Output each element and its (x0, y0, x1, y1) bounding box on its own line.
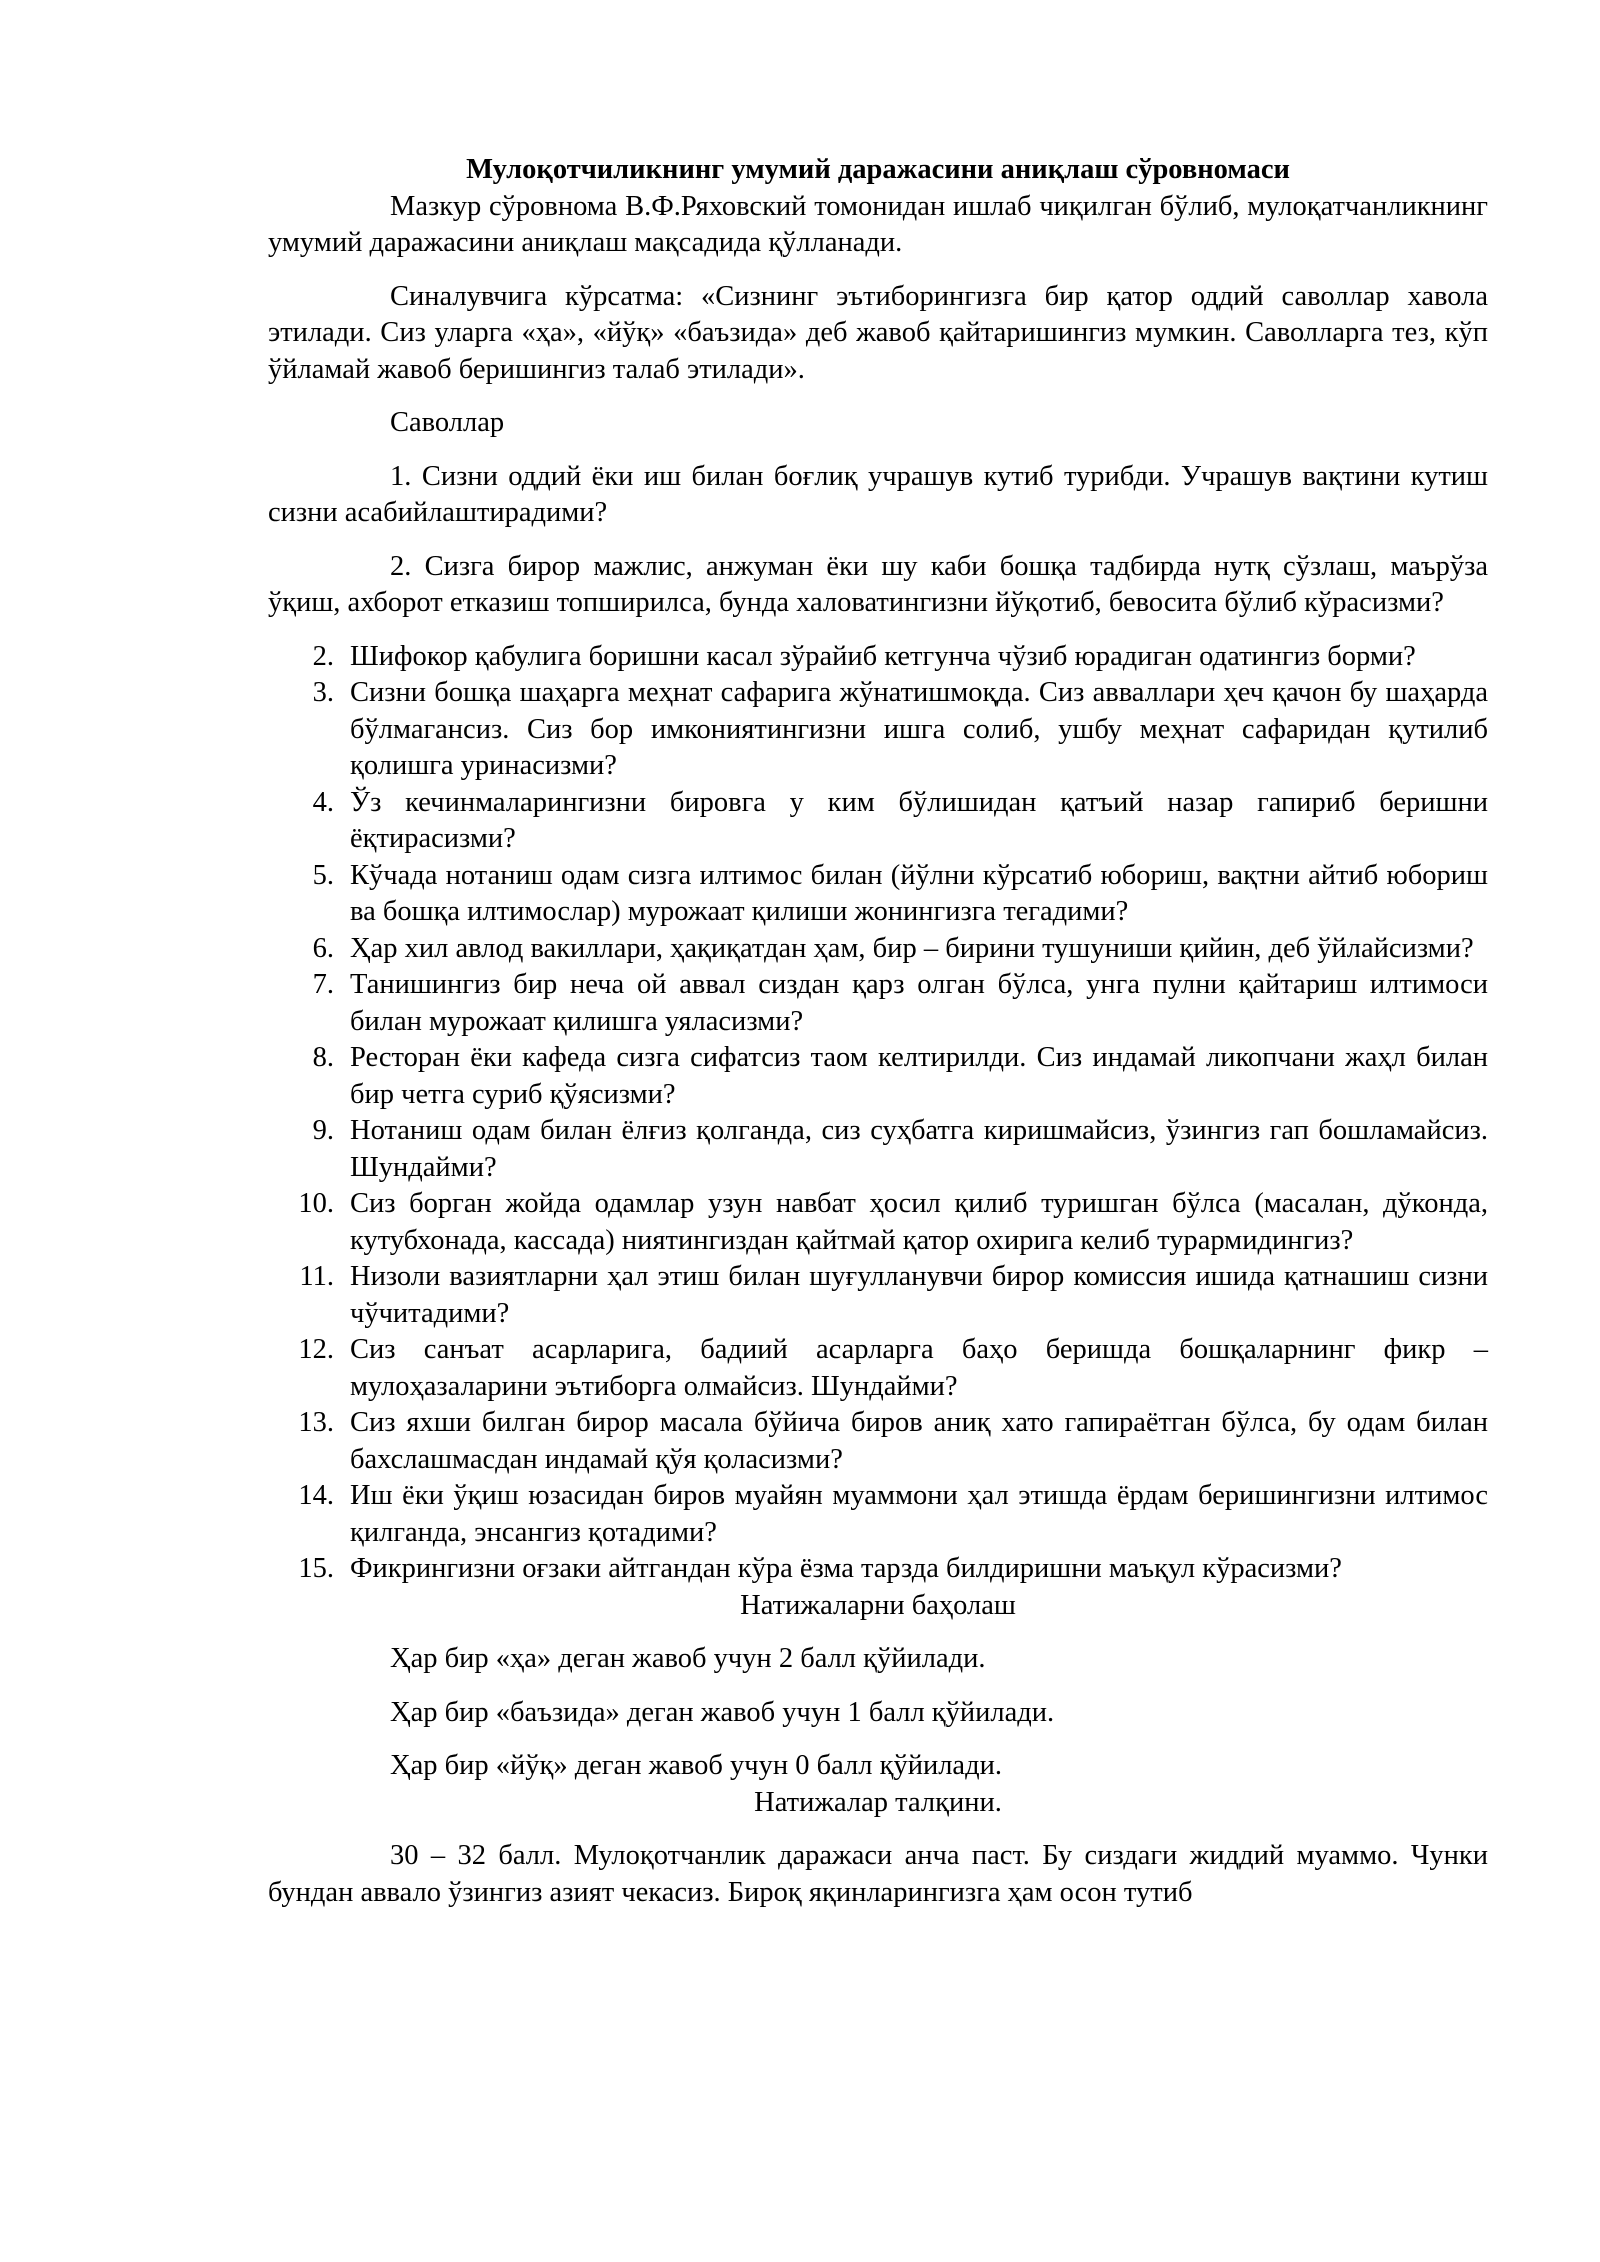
question-text: Низоли вазиятларни ҳал этиш билан шуғулланувчи бирор комиссия ишида қатнашиш сизни чўчитадими? (350, 1261, 1488, 1329)
question-text: Ҳар хил авлод вакиллари, ҳақиқатдан ҳам, бир – бирини тушуниши қийин, деб ўйлайсизми? (350, 932, 1474, 964)
question-number: 10. (298, 1188, 334, 1219)
list-item (268, 1259, 1488, 1332)
instruction-paragraph: Синалувчига кўрсатма: «Сизнинг эътиборингизга бир қатор оддий саволлар хавола этилади. Сиз уларга «ҳа», «йўқ» «баъзида» деб жавоб қайтаришингиз мумкин. Саволларга тез, кўп ўйламай жавоб беришингиз талаб этилади». (268, 280, 1488, 385)
document-title: Мулоқотчиликнинг умумий даражасини аниқлаш сўровномаси (466, 154, 1290, 185)
question-text: Иш ёки ўқиш юзасидан биров муайян муаммони ҳал этишда ёрдам беришингизни илтимос қилганда, энсангиз қотадими? (350, 1480, 1488, 1548)
question-number: 13. (298, 1407, 334, 1438)
question-text: Нотаниш одам билан ёлғиз қолганда, сиз суҳбатга киришмайсиз, ўзингиз гап бошламайсиз. Шундайми? (350, 1115, 1488, 1183)
question-number: 14. (298, 1480, 334, 1511)
question-number: 8. (312, 1042, 334, 1073)
list-item (268, 1478, 1488, 1551)
intro-question-1: 1. Сизни оддий ёки иш билан боғлиқ учрашув кутиб турибди. Учрашув вақтини кутиш сизни асабийлаштирадими? (268, 460, 1488, 528)
question-number: 2. (312, 640, 334, 672)
scoring-rule: Ҳар бир «йўқ» деган жавоб учун 0 балл қўйилади. (390, 1750, 1002, 1781)
list-item (268, 1551, 1488, 1588)
question-number: 9. (312, 1115, 334, 1146)
question-text: Сиз яхши билган бирор масала бўйича биров аниқ хато гапираётган бўлса, бу одам билан бахслашмасдан индамай қўя қоласизми? (350, 1407, 1488, 1475)
scoring-rule: Ҳар бир «ҳа» деган жавоб учун 2 балл қўйилади. (390, 1643, 986, 1674)
interpretation-paragraph: 30 – 32 балл. Мулоқотчанлик даражаси анча паст. Бу сиздаги жиддий муаммо. Чунки бундан аввало ўзингиз азият чекасиз. Бироқ яқинларингизга ҳам осон тутиб (268, 1840, 1488, 1908)
list-item (268, 967, 1488, 1040)
scoring-rule: Ҳар бир «баъзида» деган жавоб учун 1 балл қўйилади. (390, 1696, 1055, 1728)
question-number: 6. (312, 932, 334, 964)
list-item (268, 1040, 1488, 1113)
question-number: 15. (298, 1553, 334, 1584)
question-number: 4. (312, 786, 334, 818)
question-text: Фикрингизни оғзаки айтгандан кўра ёзма тарзда билдиришни маъқул кўрасизми? (350, 1553, 1342, 1584)
list-item (268, 1113, 1488, 1186)
intro-question-2: 2. Сизга бирор мажлис, анжуман ёки шу каби бошқа тадбирда нутқ сўзлаш, маърўза ўқиш, ахборот етказиш топширилса, бунда халоватингизни йўқотиб, бевосита бўлиб кўрасизми? (268, 550, 1488, 618)
questions-heading: Саволлар (390, 407, 505, 438)
question-text: Шифокор қабулига боришни касал зўрайиб кетгунча чўзиб юрадиган одатингиз борми? (350, 640, 1416, 672)
list-item (268, 1405, 1488, 1478)
list-item (268, 785, 1488, 858)
question-text: Кўчада нотаниш одам сизга илтимос билан (йўлни кўрсатиб юбориш, вақтни айтиб юбориш ва бошқа илтимослар) мурожаат қилиши жонингизга тегадими? (350, 859, 1488, 927)
question-text: Ресторан ёки кафеда сизга сифатсиз таом келтирилди. Сиз индамай ликопчани жаҳл билан бир четга суриб қўясизми? (350, 1042, 1488, 1110)
questions-list (268, 639, 1488, 1588)
interpretation-heading: Натижалар талқини. (754, 1786, 1002, 1818)
question-number: 5. (312, 859, 334, 891)
question-text: Сиз борган жойда одамлар узун навбат ҳосил қилиб туришган бўлса (масалан, дўконда, кутубхонада, кассада) ниятингиздан қайтмай қатор охирига келиб турармидингиз? (350, 1188, 1488, 1256)
list-item (268, 858, 1488, 931)
question-text: Сизни бошқа шаҳарга меҳнат сафарига жўнатишмоқда. Сиз авваллари ҳеч қачон бу шаҳарда бўлмагансиз. Сиз бор имкониятингизни ишга солиб, ушбу меҳнат сафаридан қутилиб қолишга уринасизми? (350, 677, 1488, 781)
question-number: 7. (312, 969, 334, 1000)
list-item (268, 675, 1488, 785)
question-number: 11. (299, 1261, 334, 1292)
question-number: 3. (312, 677, 334, 708)
question-text: Танишингиз бир неча ой аввал сиздан қарз олган бўлса, унга пулни қайтариш илтимоси билан мурожаат қилишга уяласизми? (350, 969, 1488, 1037)
list-item (268, 931, 1488, 968)
scoring-heading: Натижаларни баҳолаш (740, 1589, 1016, 1621)
list-item (268, 1332, 1488, 1405)
list-item (268, 639, 1488, 676)
intro-paragraph: Мазкур сўровнома В.Ф.Ряховский томонидан ишлаб чиқилган бўлиб, мулоқатчанликнинг умумий даражасини аниқлаш мақсадида қўлланади. (268, 190, 1488, 258)
question-number: 12. (298, 1334, 334, 1365)
list-item (268, 1186, 1488, 1259)
document-page (268, 152, 1488, 1911)
question-text: Ўз кечинмаларингизни бировга у ким бўлишидан қатъий назар гапириб беришни ёқтирасизми? (350, 786, 1488, 854)
question-text: Сиз санъат асарларига, бадиий асарларга баҳо беришда бошқаларнинг фикр – мулоҳазаларини эътиборга олмайсиз. Шундайми? (350, 1334, 1488, 1402)
